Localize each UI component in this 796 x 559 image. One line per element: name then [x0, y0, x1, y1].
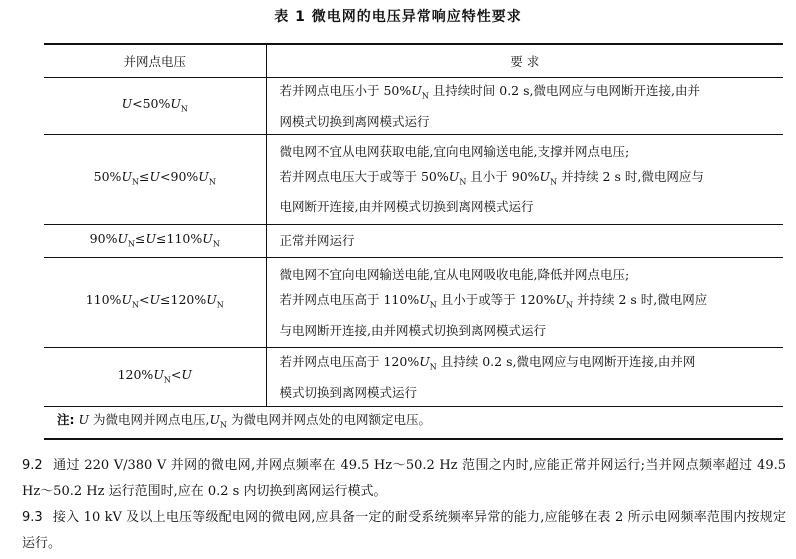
header-requirement: 要 求: [266, 44, 783, 78]
requirement-cell: [266, 258, 783, 348]
voltage-condition: $110\%U_N<U\le 120\%U_N$: [44, 258, 266, 348]
requirement-cell: [266, 224, 783, 258]
table-row: [44, 348, 783, 407]
voltage-condition: $120\%U_N<U$: [44, 348, 266, 407]
requirement-line: 网模式切换到离网模式运行: [279, 113, 430, 129]
clause-number: 9.3: [22, 510, 43, 525]
requirement-cell: [266, 134, 783, 224]
table-header-row: [44, 44, 783, 78]
requirement-line: 微电网不宜从电网获取电能,宜向电网输送电能,支撑并网点电压;: [279, 143, 630, 159]
voltage-condition: $U<50\%U_N$: [44, 78, 266, 135]
requirement-cell: [266, 348, 783, 407]
table-title: 表 1 微电网的电压异常响应特性要求: [274, 9, 522, 25]
table-note: [44, 407, 783, 439]
clause-9-2: [22, 453, 786, 505]
table-row: [44, 258, 783, 348]
voltage-condition: $50\%U_N\le U<90\%U_N$: [44, 134, 266, 224]
table-row: [44, 134, 783, 224]
requirement-line: 若并网点电压大于或等于 $50\%U_N$ 且小于 $90\%U_N$ 并持续 2 s 时,微电网应与: [279, 168, 704, 187]
voltage-condition: $90\%U_N\le U\le 110\%U_N$: [44, 224, 266, 258]
requirement-cell: [266, 78, 783, 135]
requirement-line: 电网断开连接,由并网模式切换到离网模式运行: [279, 199, 534, 215]
clause-text: 接入 10 kV 及以上电压等级配电网的微电网,应具备一定的耐受系统频率异常的能力,应能够在表 2 所示电网频率范围内按规定运行。: [22, 510, 786, 551]
clause-9-3: [22, 505, 786, 557]
requirement-line: 微电网不宜向电网输送电能,宜从电网吸收电能,降低并网点电压;: [279, 267, 630, 283]
requirement-line: 正常并网运行: [279, 233, 355, 249]
requirement-line: 若并网点电压高于 $120\%U_N$ 且持续 0.2 s,微电网应与电网断开连接,由并网: [279, 354, 696, 372]
note-text: U 为微电网并网点电压$,U_N$ 为微电网并网点处的电网额定电压。: [78, 412, 432, 430]
requirement-line: 与电网断开连接,由并网模式切换到离网模式运行: [279, 322, 546, 338]
requirement-line: 若并网点电压高于 $110\%U_N$ 且小于或等于 $120\%U_N$ 并持续 2 s 时,微电网应: [279, 292, 708, 310]
requirement-line: 模式切换到离网模式运行: [279, 384, 418, 400]
clause-number: 9.2: [22, 458, 43, 473]
requirement-line: 若并网点电压小于 $50\%U_N$ 且持续时间 0.2 s,微电网应与电网断开连接,由并: [279, 83, 700, 101]
table-row: [44, 224, 783, 258]
header-grid-voltage: 并网点电压: [44, 44, 266, 78]
table-row: [44, 78, 783, 135]
clause-text: 通过 220 V/380 V 并网的微电网,并网点频率在 49.5 Hz～50.2 Hz 范围之内时,应能正常并网运行;当并网点频率超过 49.5 Hz～50.2 Hz 运行范围时,应在 0.2 s 内切换到离网运行模式。: [22, 458, 786, 499]
note-label: 注:: [57, 412, 75, 427]
table-note-row: [44, 407, 783, 439]
voltage-response-table: [44, 43, 783, 440]
